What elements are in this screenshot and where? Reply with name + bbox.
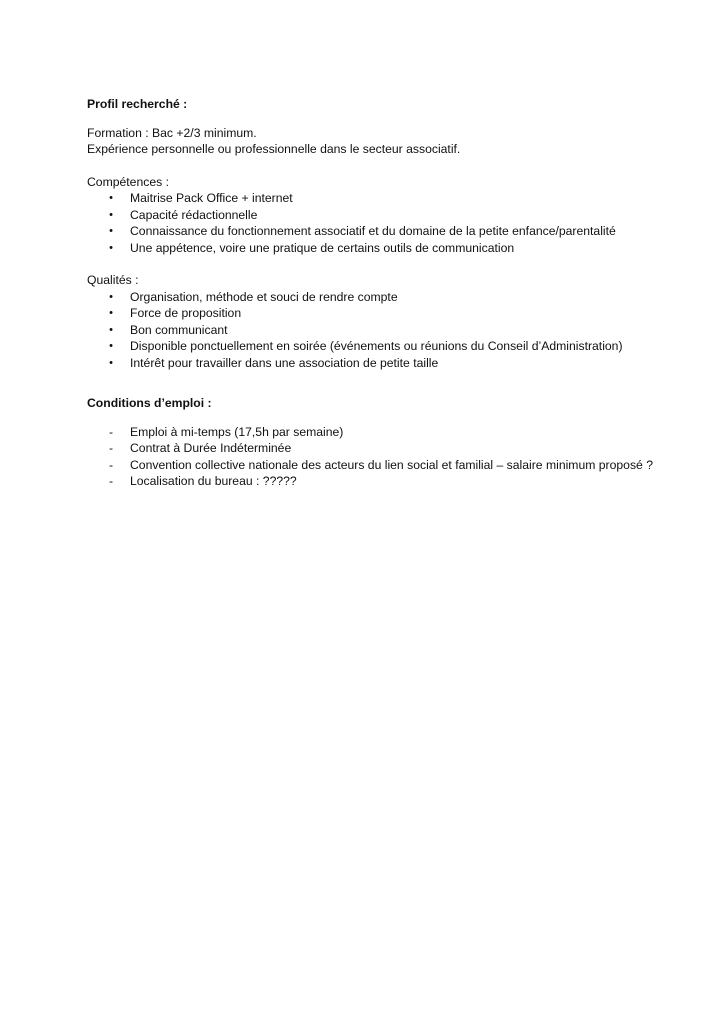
- list-item-text: Localisation du bureau : ?????: [130, 474, 297, 488]
- document-body: [87, 96, 653, 490]
- conditions-list: [87, 424, 653, 490]
- bullet-icon: •: [109, 192, 113, 204]
- list-item: [87, 457, 653, 474]
- list-item: [87, 338, 647, 355]
- list-item-text: Bon communicant: [130, 322, 228, 337]
- dash-icon: -: [108, 424, 114, 439]
- list-item: [87, 473, 647, 490]
- spacer: [87, 158, 647, 174]
- bullet-icon: •: [109, 208, 113, 221]
- list-item-text: Connaissance du fonctionnement associatif et du domaine de la petite enfance/parentalité: [130, 224, 616, 238]
- bullet-icon: •: [109, 225, 113, 237]
- bullet-icon: •: [109, 356, 113, 369]
- qualites-label: Qualités :: [87, 273, 139, 287]
- bullet-icon: •: [109, 340, 113, 352]
- qualites-list: [87, 289, 647, 372]
- spacer: [87, 412, 647, 424]
- list-item-text: Convention collective nationale des acteurs du lien social et familial – salaire minimum proposé ?: [130, 457, 653, 472]
- formation-line: Formation : Bac +2/3 minimum.: [87, 125, 257, 140]
- list-item: [87, 440, 647, 457]
- bullet-icon: •: [109, 241, 113, 254]
- list-item-text: Contrat à Durée Indéterminée: [130, 441, 292, 455]
- dash-icon: -: [108, 474, 114, 488]
- list-item-text: Emploi à mi-temps (17,5h par semaine): [130, 424, 344, 439]
- competences-label: Compétences :: [87, 174, 169, 189]
- list-item-text: Maitrise Pack Office + internet: [130, 191, 293, 205]
- list-item: [87, 223, 647, 240]
- list-item: [87, 305, 647, 322]
- list-item: [87, 240, 647, 257]
- list-item-text: Disponible ponctuellement en soirée (événements ou réunions du Conseil d’Administration): [130, 339, 623, 353]
- list-item-text: Une appétence, voire une pratique de certains outils de communication: [130, 240, 515, 255]
- list-item: [87, 190, 647, 207]
- bullet-icon: •: [109, 323, 113, 336]
- bullet-icon: •: [109, 307, 113, 319]
- list-item-text: Force de proposition: [130, 306, 242, 320]
- bullet-icon: •: [109, 290, 113, 303]
- list-item: [87, 355, 647, 372]
- dash-icon: -: [108, 441, 114, 455]
- experience-line: Expérience personnelle ou professionnelle dans le secteur associatif.: [87, 142, 461, 156]
- spacer: [87, 371, 647, 395]
- list-item: [87, 289, 647, 306]
- list-item-text: Intérêt pour travailler dans une association de petite taille: [130, 355, 439, 370]
- dash-icon: -: [108, 457, 114, 472]
- list-item: [87, 207, 647, 224]
- profil-heading: Profil recherché :: [87, 97, 188, 111]
- list-item: [87, 322, 647, 339]
- spacer: [87, 256, 647, 272]
- list-item: [87, 424, 647, 441]
- competences-list: [87, 190, 647, 256]
- spacer: [87, 113, 647, 125]
- conditions-heading: Conditions d’emploi :: [87, 396, 212, 410]
- list-item-text: Organisation, méthode et souci de rendre compte: [130, 289, 398, 304]
- list-item-text: Capacité rédactionnelle: [130, 207, 258, 222]
